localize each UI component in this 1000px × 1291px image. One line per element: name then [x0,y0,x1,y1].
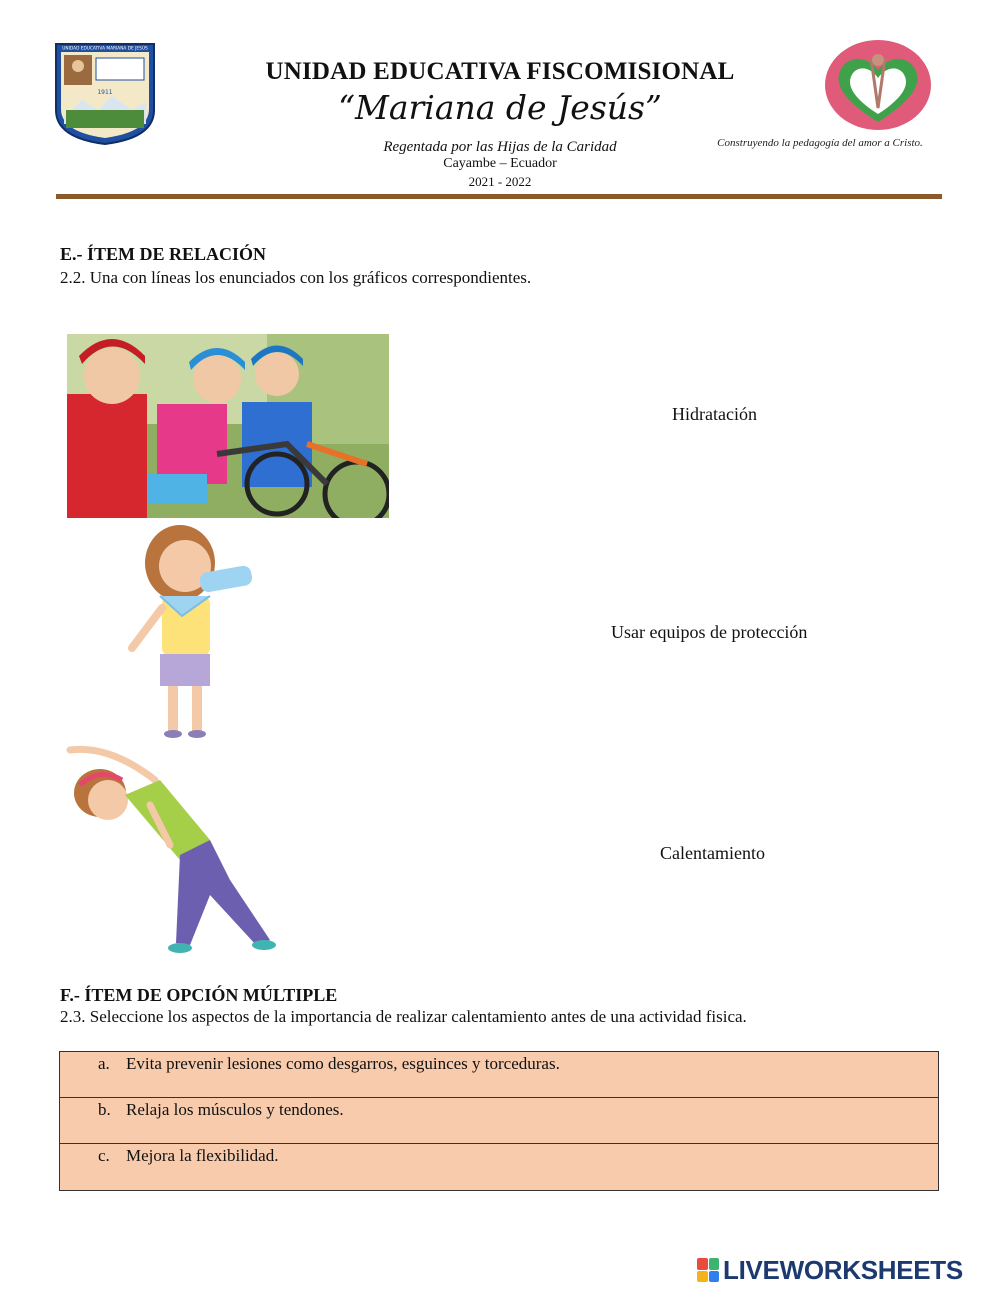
section-e-instruction: 2.2. Una con líneas los enunciados con los gráficos correspondientes. [60,268,532,287]
option-letter: b. [98,1100,111,1119]
option-letter: a. [98,1054,110,1073]
girl-drinking-picture[interactable] [110,518,260,743]
section-f-title: F.- ÍTEM DE OPCIÓN MÚLTIPLE [60,985,338,1005]
option-b[interactable] [60,1098,938,1144]
school-motto: “Mariana de Jesús” [338,88,662,127]
option-text: Relaja los músculos y tendones. [126,1100,344,1119]
brand-mark-icon [697,1258,719,1282]
label-hidratacion[interactable]: Hidratación [672,404,757,424]
school-crest-logo [52,40,158,146]
girl-stretching-picture[interactable] [60,745,285,960]
option-text: Mejora la flexibilidad. [126,1146,279,1165]
school-name: UNIDAD EDUCATIVA FISCOMISIONAL [265,58,735,85]
liveworksheets-logo [697,1255,963,1285]
heart-logo [823,38,933,132]
option-text: Evita prevenir lesiones como desgarros, esguinces y torceduras. [126,1054,560,1073]
label-equipos-proteccion[interactable]: Usar equipos de protección [611,622,808,642]
crest-year: 1911 [97,89,113,96]
city-line: Cayambe – Ecuador [443,156,557,171]
school-year: 2021 - 2022 [468,174,532,189]
option-letter: c. [98,1146,110,1165]
option-c[interactable] [60,1144,938,1190]
section-f-instruction: 2.3. Seleccione los aspectos de la importancia de realizar calentamiento antes de una actividad fisica. [60,1007,747,1026]
brand-name: LIVEWORKSHEETS [723,1254,963,1285]
crest-text: UNIDAD EDUCATIVA MARIANA DE JESÚS [62,46,148,52]
options-table [59,1051,939,1191]
header-divider [56,194,942,199]
option-a[interactable] [60,1052,938,1098]
label-calentamiento[interactable]: Calentamiento [660,843,765,863]
regent-line: Regentada por las Hijas de la Caridad [383,139,617,155]
section-e-title: E.- ÍTEM DE RELACIÓN [60,244,267,264]
kids-cycling-picture[interactable] [67,334,389,518]
slogan: Construyendo la pedagogía del amor a Cristo. [717,137,923,149]
